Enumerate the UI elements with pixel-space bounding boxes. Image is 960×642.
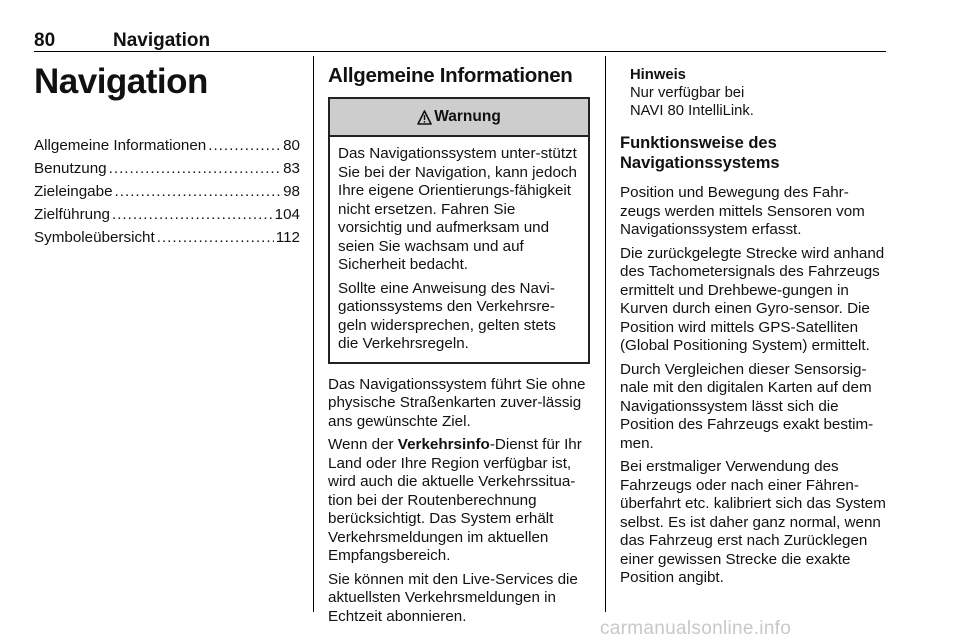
toc-entry-page: 104	[274, 206, 300, 223]
function-column	[620, 60, 888, 593]
toc-entry-page: 98	[283, 183, 300, 200]
general-info-column	[328, 60, 590, 631]
toc-leader	[115, 180, 282, 203]
traffic-info-term: Verkehrsinfo	[397, 436, 490, 453]
note-line: Nur verfügbar bei	[630, 85, 745, 101]
body-text: -Dienst für Ihr Land oder Ihre Region verfügbar ist, wird auch die aktuelle Verkehrssitua-tion bei der Routenberechnung berücksichtigt. Das System erhält Verkehrsmeldungen im aktuellen Empfangsbereich.	[328, 436, 582, 564]
toc-leader	[208, 134, 281, 157]
running-head: Navigation	[113, 30, 211, 51]
toc-entry-label: Symboleübersicht	[34, 229, 155, 246]
body-paragraph	[328, 436, 590, 566]
toc-entry[interactable]	[34, 226, 300, 249]
toc-entry-label: Zieleingabe	[34, 183, 113, 200]
subheading-line: Funktionsweise des	[620, 134, 777, 152]
toc-entry[interactable]	[34, 134, 300, 157]
body-paragraph: Das Navigationssystem führt Sie ohne physische Straßenkarten zuver-lässig ans gewünschte Ziel.	[328, 375, 586, 430]
toc-entry-label: Zielführung	[34, 206, 110, 223]
chapter-title: Navigation	[34, 62, 208, 101]
header-rule	[34, 51, 886, 52]
toc-entry-page: 83	[283, 160, 300, 177]
body-text: Wenn der	[328, 436, 398, 453]
toc-entry-label: Allgemeine Informationen	[34, 137, 207, 154]
toc-leader	[157, 226, 274, 249]
subheading	[620, 133, 888, 173]
body-paragraph: Bei erstmaliger Verwendung des Fahrzeugs oder nach einer Fähren-überfahrt etc. kalibriert sich das System selbst. Es ist daher ganz normal, wenn das Fahrzeug erst nach Zurücklegen einer gewissen Strecke die exakte Position angibt.	[620, 458, 886, 586]
body-paragraph: Sie können mit den Live-Services die aktuellsten Verkehrsmeldungen in Echtzeit abonnieren.	[328, 570, 578, 625]
warning-title: Warnung	[434, 108, 501, 125]
warning-paragraph: Sollte eine Anweisung des Navi-gationssystems den Verkehrsre-geln widersprechen, gelten stets die Verkehrsregeln.	[338, 279, 556, 352]
note-line: NAVI 80 IntelliLink.	[630, 103, 754, 119]
toc-entry[interactable]	[34, 180, 300, 203]
toc-entry-page: 112	[275, 229, 300, 246]
column-divider-left	[313, 56, 314, 612]
body-paragraph: Die zurückgelegte Strecke wird anhand des Tachometersignals des Fahrzeugs ermittelt und Drehbewe-gungen in Kurven durch einen Gyro-sensor. Die Position wird mittels GPS-Satelliten (Global Positioning System) ermittelt.	[620, 244, 885, 354]
body-paragraph: Position und Bewegung des Fahr-zeugs werden mittels Sensoren vom Navigationssystem erfasst.	[620, 184, 865, 238]
warning-body	[330, 137, 588, 362]
chapter-column	[34, 60, 300, 249]
toc-leader	[109, 157, 281, 180]
toc-entry-page: 80	[283, 137, 300, 154]
warning-triangle-icon	[417, 110, 432, 125]
note-text	[630, 84, 888, 120]
body-paragraph: Durch Vergleichen dieser Sensorsig-nale mit den digitalen Karten auf dem Navigationssystem lässt sich die Position des Fahrzeugs exakt bestim-men.	[620, 360, 874, 452]
toc-entry-label: Benutzung	[34, 160, 107, 177]
table-of-contents	[34, 134, 300, 249]
toc-leader	[112, 203, 273, 226]
note-label: Hinweis	[630, 67, 686, 83]
column-divider-right	[605, 56, 606, 612]
toc-entry[interactable]	[34, 203, 300, 226]
warning-paragraph: Das Navigationssystem unter-stützt Sie bei der Navigation, kann jedoch Ihre eigene Orientierungs-fähigkeit nicht ersetzen. Fahren Sie vorsichtig und aufmerksam und seien Sie wachsam und auf Sicherheit bedacht.	[338, 145, 577, 273]
warning-box	[328, 97, 590, 364]
section-title: Allgemeine Informationen	[328, 64, 573, 87]
warning-header	[330, 99, 588, 137]
toc-entry[interactable]	[34, 157, 300, 180]
watermark: carmanualsonline.info	[600, 618, 792, 639]
subheading-line: Navigationssystems	[620, 154, 780, 172]
page-number: 80	[34, 30, 56, 51]
